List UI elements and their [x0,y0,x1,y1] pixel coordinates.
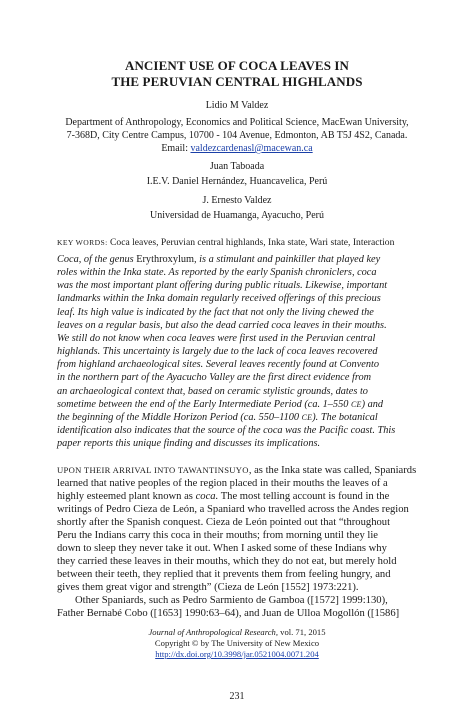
abstract-line: in the northern part of the Ayacucho Valley are the first direct evidence from [57,372,372,383]
body-line: they carried these leaves in their mouths, which they do not eat, but merely hold [57,556,397,567]
keywords-label: KEY WORDS: [57,238,108,247]
author-affiliation: I.E.V. Daniel Hernández, Huancavelica, Perú [146,176,328,187]
abstract-line: Coca, of the genus Erythroxylum, is a stimulant and painkiller that played key [57,254,381,265]
abstract-line: leaf. Its high value is indicated by the fact that not only the living chewed the [57,307,374,318]
abstract-line: sometime between the end of the Early Intermediate Period (ca. 1–550 CE) and [57,399,384,410]
abstract-line: highlands. This uncertainty is largely due to the lack of coca leaves recovered [57,346,378,357]
body-line: highly esteemed plant known as coca. The most telling account is found in the [57,491,390,502]
body-line: UPON THEIR ARRIVAL INTO TAWANTINSUYO, as the Inka state was called, Spaniards [57,465,417,476]
email-line [20,143,454,155]
author-affiliation: Department of Anthropology, Economics and Political Science, MacEwan University, [65,117,409,128]
body-line: Father Bernabé Cobo ([1653] 1990:63–64), and Juan de Ulloa Mogollón ([1586] [57,608,400,619]
keywords-text: Coca leaves, Peruvian central highlands, Inka state, Wari state, Interaction [107,237,395,248]
body-line: between their teeth, they replied that it prevents them from feeling hungry, and [57,569,391,580]
page-number: 231 [229,691,245,702]
body-line: learned that native peoples of the region placed in their mouths the leaves of a [57,478,388,489]
abstract-line: an archaeological context that, based on ceramic stylistic grounds, dates to [57,386,368,397]
journal-citation: Journal of Anthropological Research, vol. 71, 2015 [148,627,326,637]
abstract-line: the beginning of the Middle Horizon Period (ca. 550–1100 CE). The botanical [57,412,378,423]
body-line: shortly after the Spanish conquest. Cieza de León pointed out that “throughout [57,517,391,528]
abstract-line: We still do not know when coca leaves were first used in the Peruvian central [57,333,376,344]
author-affiliation: 7-368D, City Centre Campus, 10700 - 104 Avenue, Edmonton, AB T5J 4S2, Canada. [66,130,408,141]
email-label: Email: [161,143,191,154]
keywords [57,237,394,248]
author-affiliation: Universidad de Huamanga, Ayacucho, Perú [149,210,325,221]
abstract-line: leaves on a regular basis, but also the dead carried coca leaves in their mouths. [57,320,387,331]
body-line: writings of Pedro Cieza de León, a Spaniard who travelled across the Andes region [57,504,409,515]
abstract-line: paper reports this unique finding and discusses its implications. [57,438,321,449]
doi-link[interactable]: http://dx.doi.org/10.3998/jar.0521004.0071.204 [155,649,319,659]
paper-title-line-2: THE PERUVIAN CENTRAL HIGHLANDS [111,74,363,89]
abstract-line: identification also indicates that the source of the coca was the Pacific coast. This [57,425,396,436]
paper-title-line-1: ANCIENT USE OF COCA LEAVES IN [124,58,350,73]
body-line: gives them great vigor and strength” (Cieza de León [1552] 1973:221). [57,582,359,593]
author-name: Juan Taboada [209,161,265,172]
abstract-line: was the most important plant offering during public rituals. Likewise, important [57,280,388,291]
copyright-notice: Copyright © by The University of New Mexico [154,638,320,648]
abstract-line: landmarks within the Inka domain regularly received offerings of this precious [57,293,381,304]
body-line: Peru the Indians carry this coca in their mouths; from morning until they lie [57,530,378,541]
email-link[interactable]: valdezcardenasl@macewan.ca [190,143,313,154]
author-name: Lidio M Valdez [205,100,269,111]
body-line: down to sleep they never take it out. When I asked some of these Indians why [57,543,387,554]
abstract-line: from highland archaeological sites. Several leaves recently found at Convento [57,359,379,370]
body-line: Other Spaniards, such as Pedro Sarmiento de Gamboa ([1572] 1999:130), [75,595,388,606]
author-name: J. Ernesto Valdez [202,195,272,206]
abstract-line: roles within the Inka state. As reported by the early Spanish chroniclers, coca [57,267,377,278]
